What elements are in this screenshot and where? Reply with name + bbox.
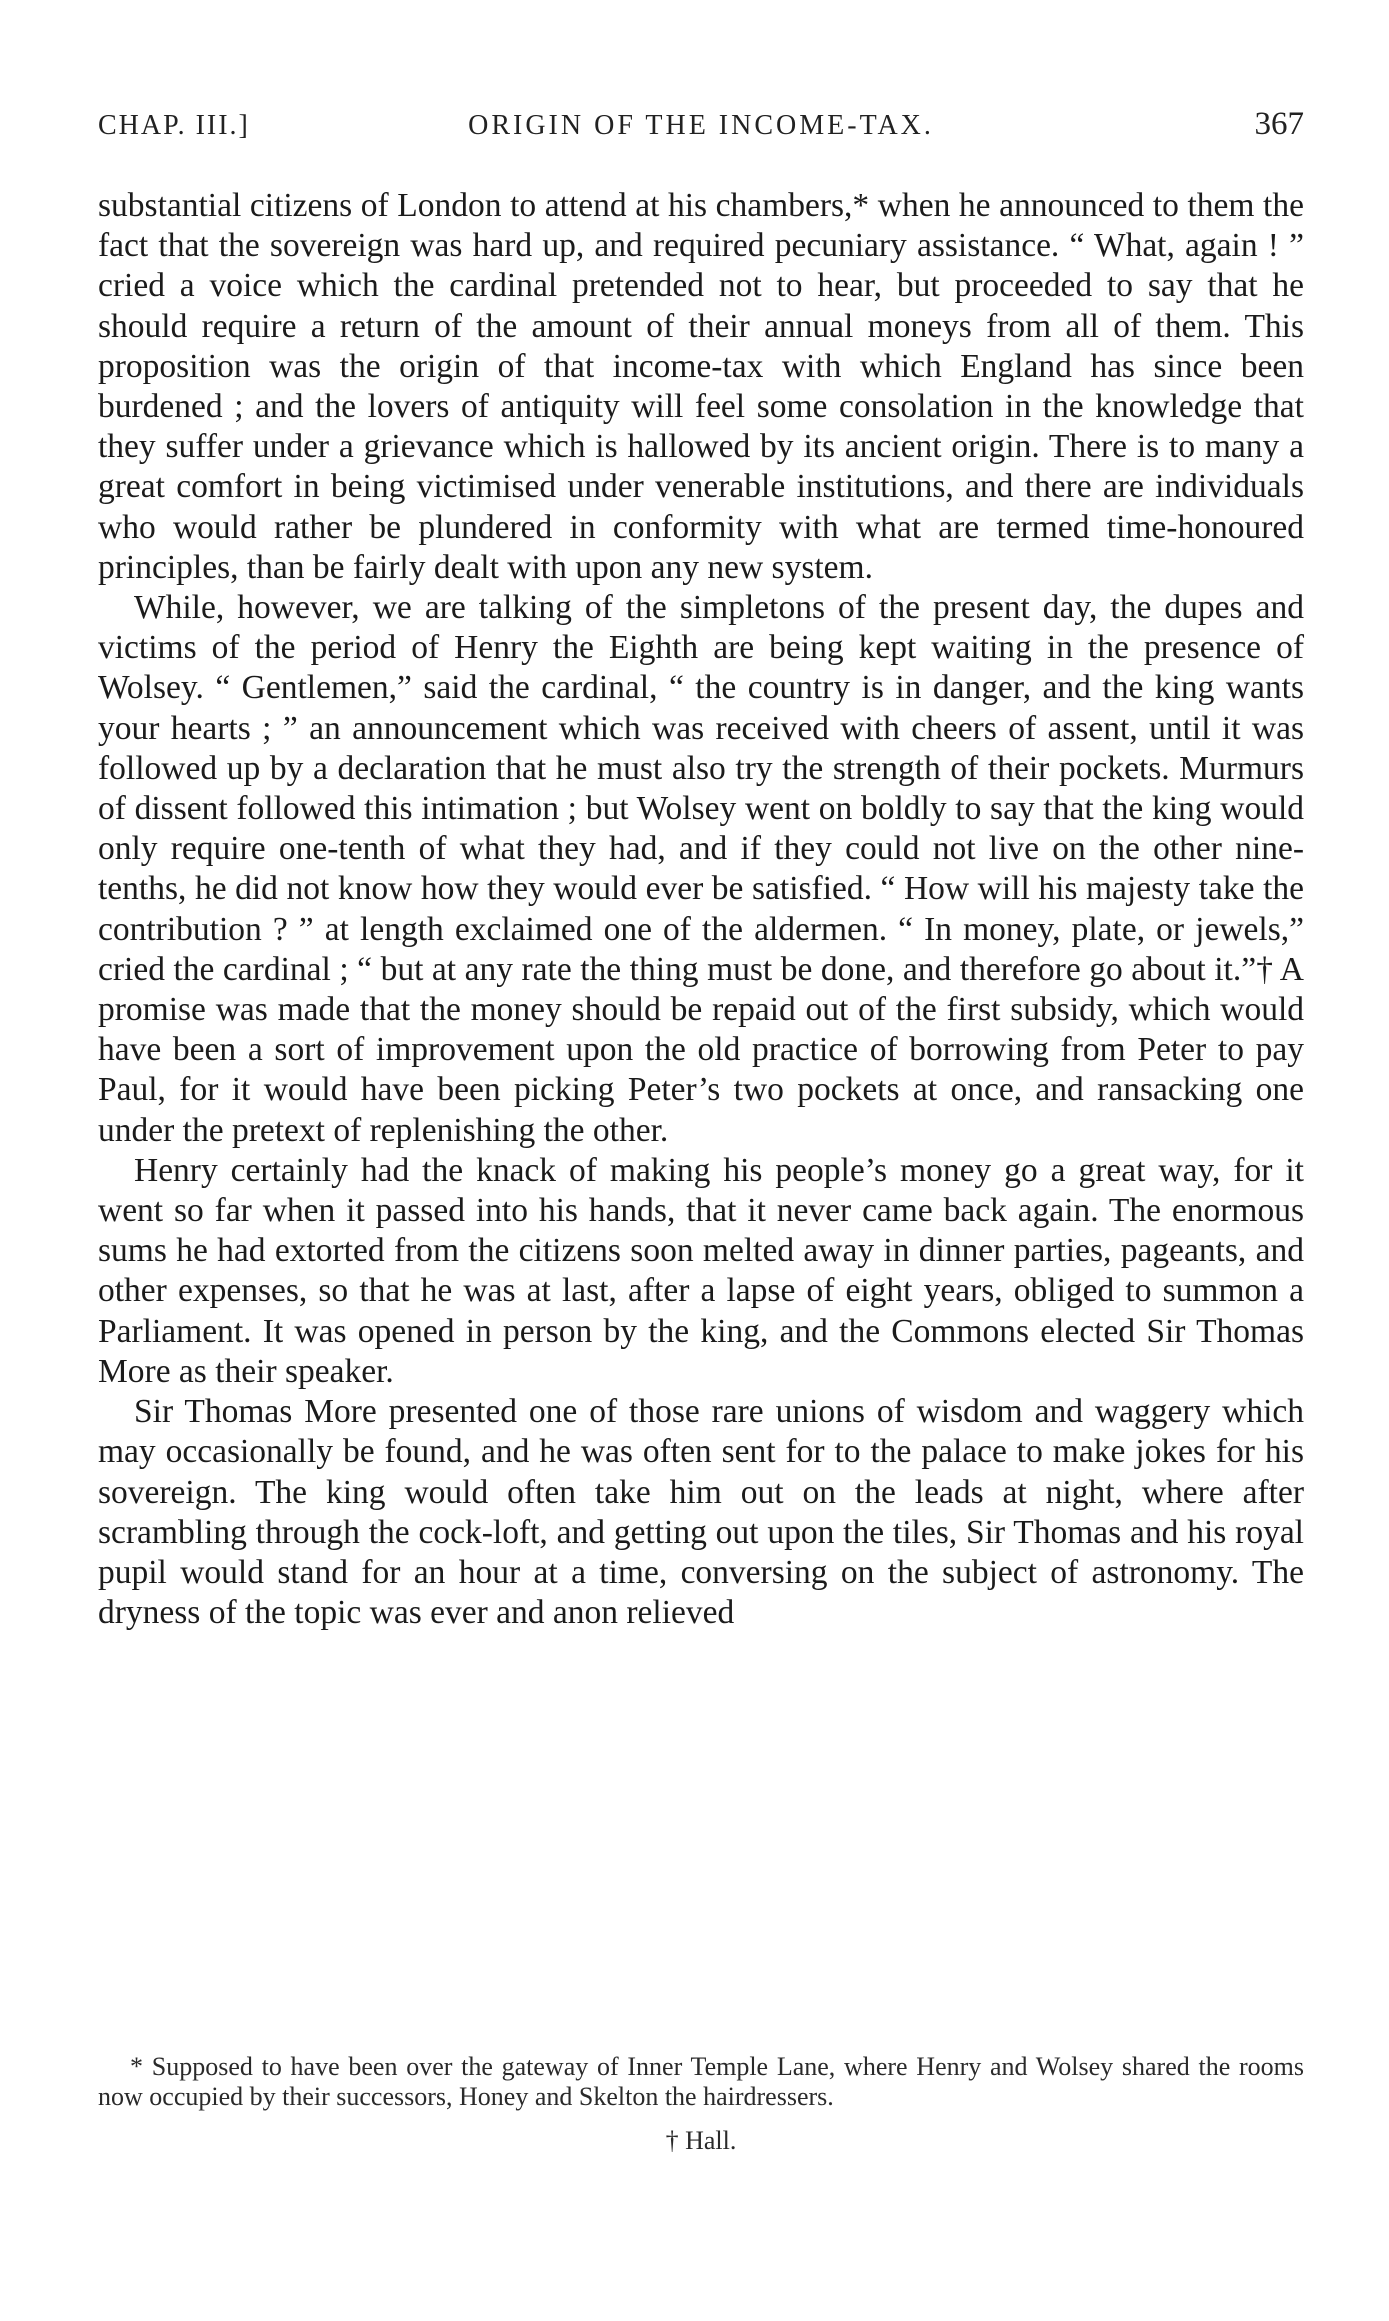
paragraph-4: Sir Thomas More presented one of those rare unions of wisdom and waggery which may occasionally be found, and he was often sent for to the palace to make jokes for his sovereign. The king would often take him out on the leads at night, where after scrambling through the cock-loft, and getting out upon the tiles, Sir Thomas and his royal pupil would stand for an hour at a time, conversing on the subject of astronomy. The dryness of the topic was ever and anon relieved <box>98 1393 1304 1632</box>
footnote-2: † Hall. <box>665 2126 737 2155</box>
running-head <box>98 106 1304 154</box>
paragraph-1: substantial citizens of London to attend at his chambers,* when he announced to them the fact that the sovereign was hard up, and required pecuniary assistance. “ What, again ! ” cried a voice which the cardinal pretended not to hear, but proceeded to say that he should require a return of the amount of their annual moneys from all of them. This proposition was the origin of that income-tax with which England has since been burdened ; and the lovers of antiquity will feel some consolation in the knowledge that they suffer under a grievance which is hallowed by its ancient origin. There is to many a great comfort in being victimised under venerable institutions, and there are individuals who would rather be plundered in conformity with what are termed time-honoured principles, than be fairly dealt with upon any new system. <box>98 187 1304 586</box>
page-title: ORIGIN OF THE INCOME-TAX. <box>468 110 934 141</box>
body-text <box>98 186 1304 1633</box>
chapter-label: CHAP. III.] <box>98 110 250 141</box>
paragraph-3: Henry certainly had the knack of making his people’s money go a great way, for it went so far when it passed into his hands, that it never came back again. The enormous sums he had extorted from the citizens soon melted away in dinner parties, pageants, and other expenses, so that he was at last, after a lapse of eight years, obliged to summon a Parliament. It was opened in person by the king, and the Commons elected Sir Thomas More as their speaker. <box>98 1151 1304 1390</box>
footnotes <box>98 2052 1304 2156</box>
footnote-1: * Supposed to have been over the gateway of Inner Temple Lane, where Henry and Wolsey shared the rooms now occupied by their successors, Honey and Skelton the hairdressers. <box>98 2052 1304 2111</box>
paragraph-2: While, however, we are talking of the simpletons of the present day, the dupes and victims of the period of Henry the Eighth are being kept waiting in the presence of Wolsey. “ Gentlemen,” said the cardinal, “ the country is in danger, and the king wants your hearts ; ” an announcement which was received with cheers of assent, until it was followed up by a declaration that he must also try the strength of their pockets. Murmurs of dissent followed this intimation ; but Wolsey went on boldly to say that the king would only require one-tenth of what they had, and if they could not live on the other nine-tenths, he did not know how they would ever be satisfied. “ How will his majesty take the contribution ? ” at length exclaimed one of the aldermen. “ In money, plate, or jewels,” cried the cardinal ; “ but at any rate the thing must be done, and therefore go about it.”† A promise was made that the money should be repaid out of the first subsidy, which would have been a sort of improvement upon the old practice of borrowing from Peter to pay Paul, for it would have been picking Peter’s two pockets at once, and ransacking one under the pretext of replenishing the other. <box>98 589 1304 1149</box>
page-number: 367 <box>1254 106 1304 142</box>
